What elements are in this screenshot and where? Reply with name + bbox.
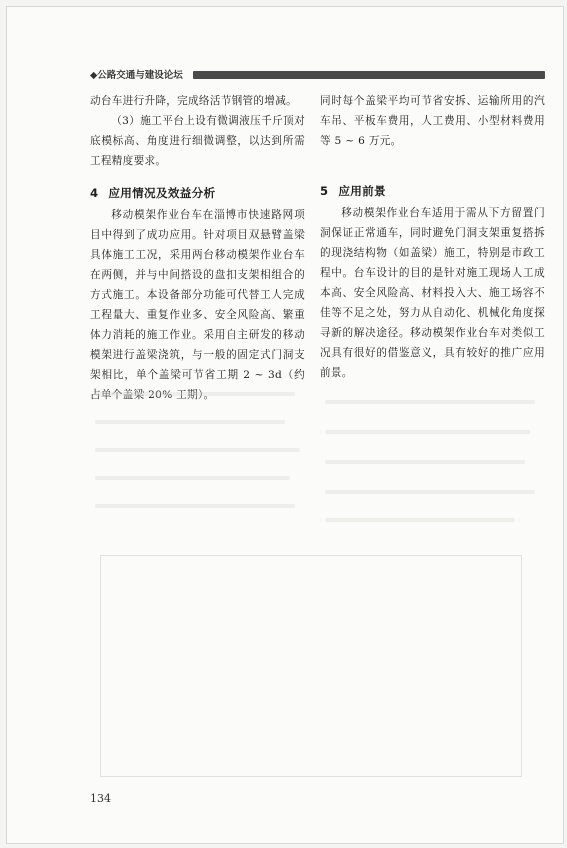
bleed-through-figure — [100, 555, 522, 777]
running-header — [90, 66, 545, 84]
section-number: 5 — [320, 184, 329, 198]
paragraph-item-3: （3）施工平台上设有微调液压千斤顶对底模标高、角度进行细微调整，以达到所需工程精度要求。 — [90, 115, 305, 167]
bleed-through-line — [95, 476, 290, 480]
bleed-through-line — [325, 518, 515, 522]
bleed-through-line — [95, 504, 295, 508]
bleed-through-line — [325, 460, 525, 464]
paragraph-savings: 同时每个盖梁平均可节省安拆、运输所用的汽车吊、平板车费用，人工费用、小型材料费用等 5 ~ 6 万元。 — [320, 95, 545, 147]
page-number: 134 — [90, 792, 111, 805]
bleed-through-line — [325, 430, 530, 434]
section-title: 应用情况及效益分析 — [108, 186, 216, 200]
bleed-through-line — [95, 392, 295, 396]
paragraph-prospect: 移动模架作业台车适用于需从下方留置门洞保证正常通车，同时避免门洞支架重复搭拆的现浇结构物（如盖梁）施工，特别是市政工程中。台车设计的目的是针对施工现场人工成本高、安全风险高、材料投入大、施工场容不佳等不足之处，努力从自动化、机械化角度探寻新的解决途径。移动模架作业台车对类似工况具有很好的借鉴意义，具有较好的推广应用前景。 — [320, 207, 545, 379]
bleed-through-line — [325, 400, 535, 404]
section-title: 应用前景 — [338, 184, 386, 198]
paragraph-continued: 动台车进行升降，完成络活节钢管的增减。 — [90, 95, 297, 107]
bleed-through-line — [95, 420, 285, 424]
right-column — [320, 91, 545, 383]
section-heading-4 — [90, 183, 305, 203]
bleed-through-line — [325, 490, 535, 494]
bleed-through-line — [95, 448, 300, 452]
header-rule — [193, 71, 545, 79]
left-column — [90, 91, 305, 405]
section-number: 4 — [90, 186, 99, 200]
journal-name: ◆公路交通与建设论坛 — [90, 70, 183, 81]
section-heading-5 — [320, 181, 545, 201]
paragraph-application: 移动模架作业台车在淄博市快速路网项目中得到了成功应用。针对项目双悬臂盖梁具体施工工况，采用两台移动模架作业台车在两侧，并与中间搭设的盘扣支架相组合的方式施工。本设备部分功能可代替工人完成工程量大、重复作业多、安全风险高、繁重体力消耗的施工作业。采用自主研发的移动模架进行盖梁浇筑，与一般的固定式门洞支架相比，单个盖梁可节省工期 2 ~ 3d（约占单个盖梁 20% 工期）。 — [90, 209, 305, 401]
